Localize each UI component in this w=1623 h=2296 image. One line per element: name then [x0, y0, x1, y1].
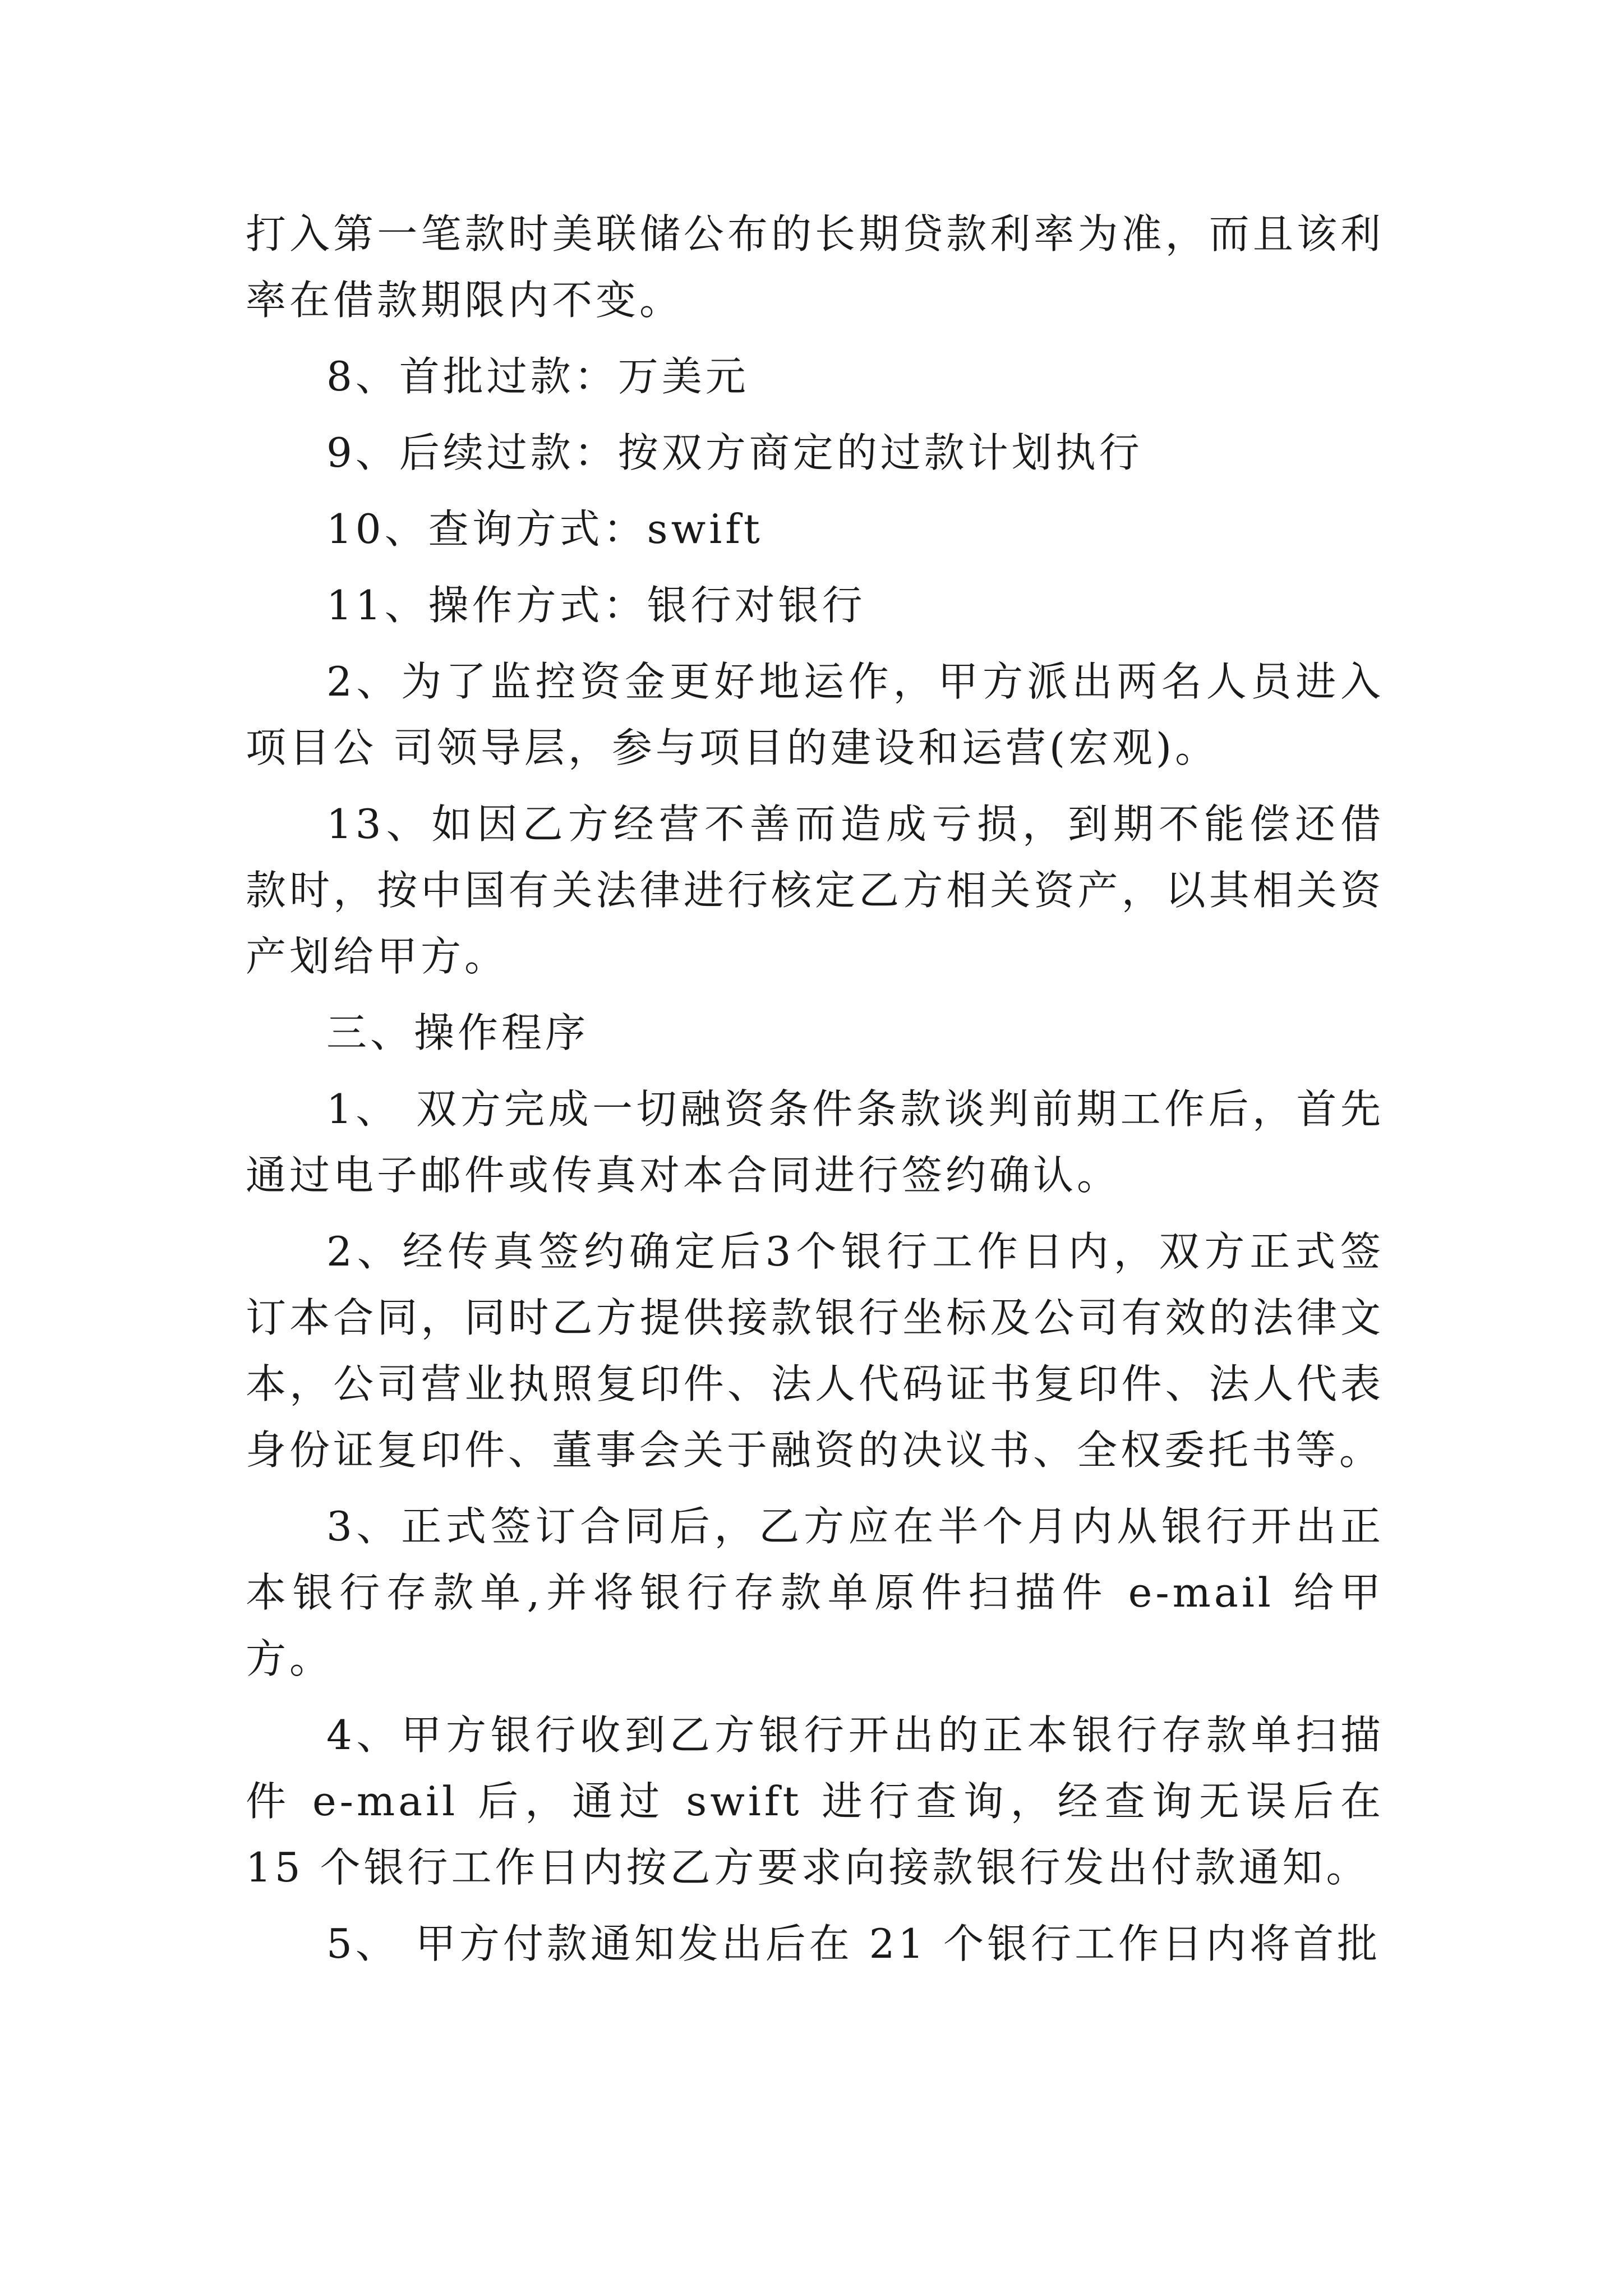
- document-body: [246, 201, 1384, 1987]
- section-heading-procedure: 三、操作程序: [326, 1009, 589, 1056]
- paragraph-procedure-4: 4、甲方银行收到乙方银行开出的正本银行存款单扫描件 e-mail 后，通过 swift 进行查询，经查询无误后在 15 个银行工作日内按乙方要求向接款银行发出付款通知。: [246, 1711, 1384, 1891]
- paragraph-subsequent-payment: 9、后续过款：按双方商定的过款计划执行: [326, 429, 1143, 476]
- paragraph-interest-rate: 打入第一笔款时美联储公布的长期贷款利率为准，而且该利率在借款期限内不变。: [246, 210, 1384, 324]
- paragraph-procedure-5: 5、 甲方付款通知发出后在 21 个银行工作日内将首批: [326, 1920, 1381, 1967]
- paragraph-fund-monitoring: 2、为了监控资金更好地运作，甲方派出两名人员进入项目公 司领导层，参与项目的建设和运营(宏观)。: [246, 658, 1384, 771]
- paragraph-operation-method: 11、操作方式：银行对银行: [326, 582, 866, 629]
- paragraph-loss-clause: 13、如因乙方经营不善而造成亏损，到期不能偿还借款时，按中国有关法律进行核定乙方相关资产，以其相关资产划给甲方。: [246, 800, 1384, 980]
- paragraph-first-payment: 8、首批过款：万美元: [326, 353, 749, 400]
- paragraph-procedure-3: 3、正式签订合同后，乙方应在半个月内从银行开出正本银行存款单,并将银行存款单原件扫描件 e-mail 给甲方。: [246, 1503, 1384, 1682]
- paragraph-procedure-1: 1、 双方完成一切融资条件条款谈判前期工作后，首先通过电子邮件或传真对本合同进行签约确认。: [246, 1085, 1384, 1199]
- paragraph-query-method: 10、查询方式：swift: [326, 505, 763, 553]
- paragraph-procedure-2: 2、经传真签约确定后3个银行工作日内，双方正式签订本合同，同时乙方提供接款银行坐标及公司有效的法律文本，公司营业执照复印件、法人代码证书复印件、法人代表身份证复印件、董事会关于融资的决议书、全权委托书等。: [246, 1228, 1384, 1474]
